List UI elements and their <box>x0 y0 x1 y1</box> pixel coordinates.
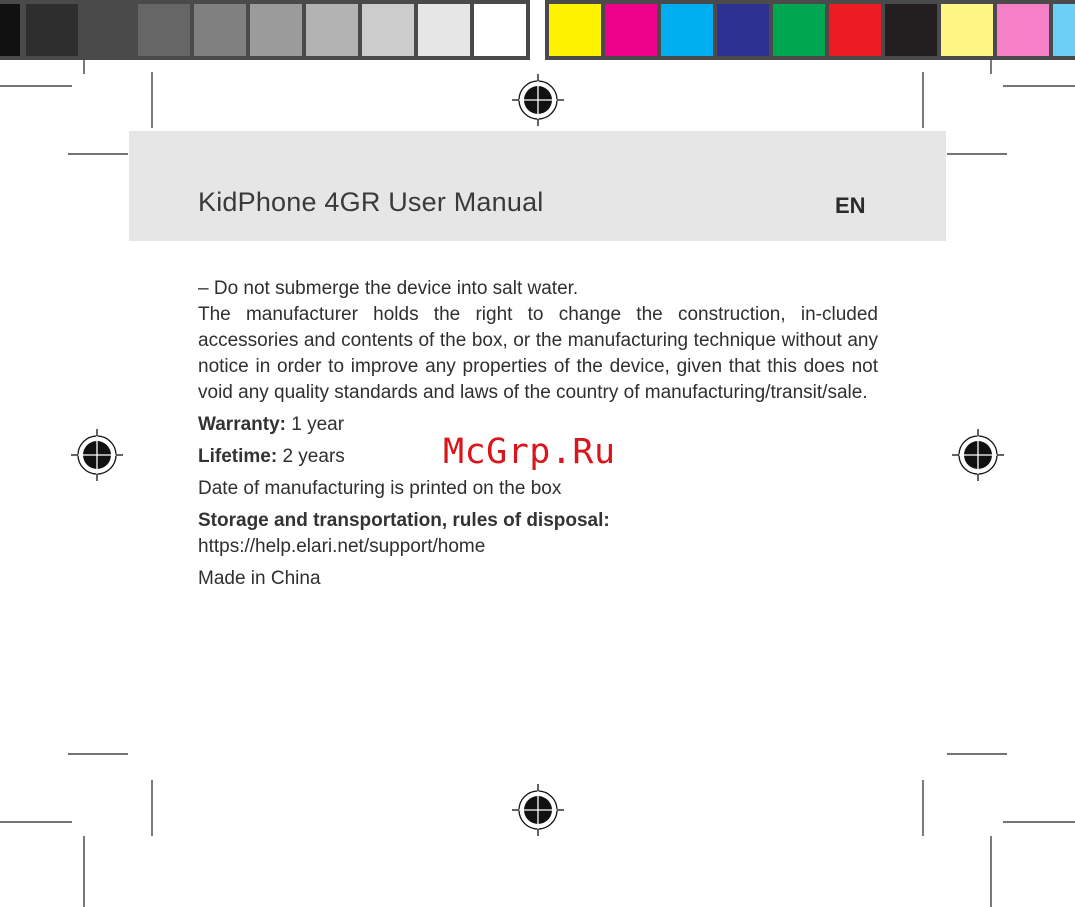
page-header <box>129 131 946 241</box>
storage-label: Storage and transportation, rules of disposal: <box>198 510 610 531</box>
language-code: EN <box>835 193 866 218</box>
registration-mark-top <box>512 74 564 126</box>
warranty-label: Warranty: <box>198 414 286 435</box>
salt-water-warning: – Do not submerge the device into salt water. <box>198 278 579 299</box>
manufacture-date-note: Date of manufacturing is printed on the box <box>198 478 562 499</box>
country-of-origin: Made in China <box>198 568 321 589</box>
registration-mark-bottom <box>512 784 564 836</box>
warranty-value: 1 year <box>285 414 345 435</box>
lifetime-value: 2 years <box>277 446 345 467</box>
registration-mark-left <box>71 429 123 481</box>
watermark: McGrp.Ru <box>443 432 616 472</box>
manual-title: KidPhone 4GR User Manual <box>198 187 544 217</box>
storage-heading <box>198 508 878 534</box>
registration-mark-right <box>952 429 1004 481</box>
support-url[interactable]: https://help.elari.net/support/home <box>198 536 486 557</box>
lifetime-label: Lifetime: <box>198 446 278 467</box>
manufacturer-rights-paragraph: The manufacturer holds the right to change the construction, in-cluded accessories and contents of the box, or the manufacturing technique without any notice in order to improve any properties of the device, given that this does not void any quality standards and laws of the country of manufacturing/transit/sale. <box>198 304 878 403</box>
